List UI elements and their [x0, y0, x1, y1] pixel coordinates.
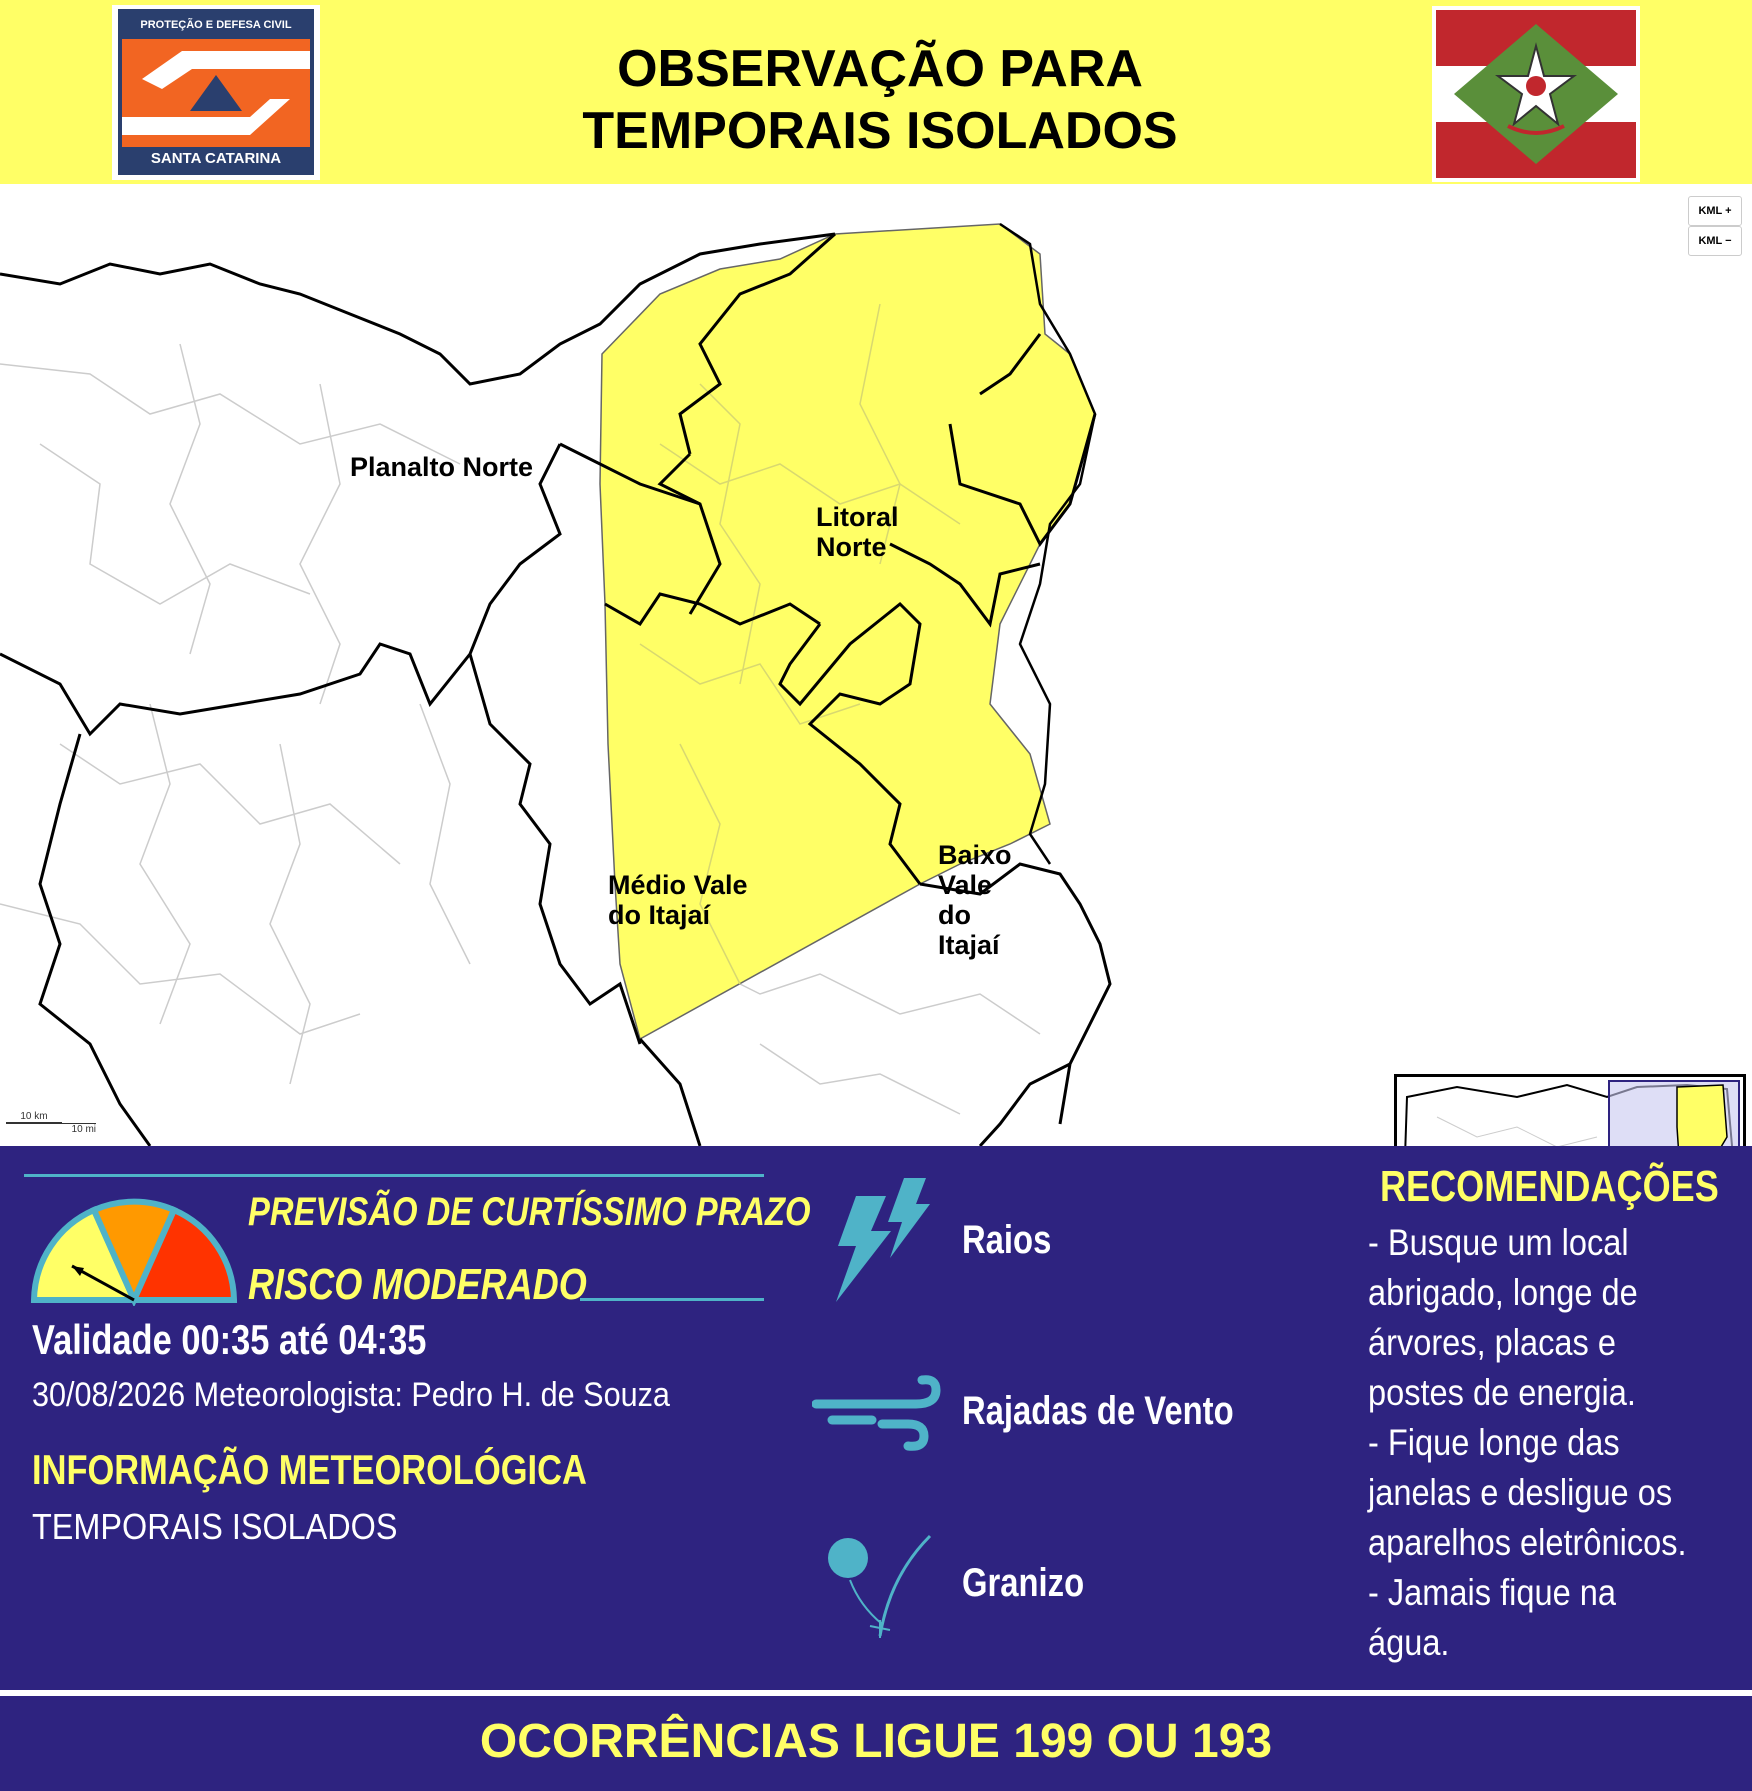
santa-catarina-flag [1432, 6, 1640, 182]
recommendation-line: - Fique longe das [1368, 1422, 1620, 1463]
emergency-numbers-label: OCORRÊNCIAS LIGUE 199 OU 193 [479, 1715, 1273, 1768]
recommendation-line: água. [1368, 1622, 1450, 1663]
validity-label: Validade 00:35 até 04:35 [32, 1316, 427, 1363]
recommendations-title: RECOMENDAÇÕES [1380, 1162, 1719, 1211]
map-canvas [0, 184, 1752, 1146]
defesa-civil-emblem-icon [122, 39, 310, 147]
recommendation-line: postes de energia. [1368, 1372, 1636, 1413]
recommendation-line: - Busque um local [1368, 1222, 1629, 1263]
kml-minus-button[interactable]: KML − [1688, 226, 1742, 256]
region-label-planalto-norte: Planalto Norte [350, 452, 534, 482]
page-title [440, 38, 1320, 162]
logo-top-text: PROTEÇÃO E DEFESA CIVIL [140, 19, 292, 31]
kml-plus-button[interactable]: KML + [1688, 196, 1742, 226]
met-info-title: INFORMAÇÃO METEOROLÓGICA [32, 1446, 587, 1493]
hail-icon [820, 1526, 940, 1646]
locator-inset-map [1394, 1074, 1746, 1146]
logo-bottom-text: SANTA CATARINA [150, 150, 282, 167]
risk-gauge-icon [24, 1186, 244, 1306]
title-line-2: TEMPORAIS ISOLADOS [582, 102, 1178, 160]
met-info-text: TEMPORAIS ISOLADOS [32, 1506, 398, 1547]
recommendation-line: - Jamais fique na [1368, 1572, 1616, 1613]
map-scale-bar: 10 km 10 mi [6, 1111, 96, 1135]
header-banner [0, 0, 1752, 184]
hazard-vento-label: Rajadas de Vento [962, 1389, 1234, 1433]
date-meteorologist-label: 30/08/2026 Meteorologista: Pedro H. de Souza [32, 1376, 670, 1414]
alert-map[interactable] [0, 184, 1752, 1146]
recommendation-line: abrigado, longe de [1368, 1272, 1638, 1313]
region-label-medio-vale: Médio Vale do Itajaí [608, 870, 748, 930]
hazard-granizo-label: Granizo [962, 1561, 1085, 1605]
hazard-raios-label: Raios [962, 1218, 1052, 1262]
region-label-litoral-norte: Litoral Norte [816, 502, 899, 562]
title-line-1: OBSERVAÇÃO PARA [617, 40, 1143, 98]
info-panel [0, 1146, 1752, 1690]
region-label-baixo-vale: Baixo Vale do Itajaí [938, 840, 1012, 960]
defesa-civil-logo [112, 5, 320, 180]
recommendation-line: árvores, placas e [1368, 1322, 1616, 1363]
forecast-type-label: PREVISÃO DE CURTÍSSIMO PRAZO [248, 1190, 811, 1234]
risk-level-label: RISCO MODERADO [248, 1260, 587, 1309]
lightning-icon [826, 1176, 946, 1306]
footer-banner [0, 1690, 1752, 1791]
wind-icon [812, 1374, 952, 1454]
recommendation-line: aparelhos eletrônicos. [1368, 1522, 1687, 1563]
recommendation-line: janelas e desligue os [1368, 1472, 1673, 1513]
